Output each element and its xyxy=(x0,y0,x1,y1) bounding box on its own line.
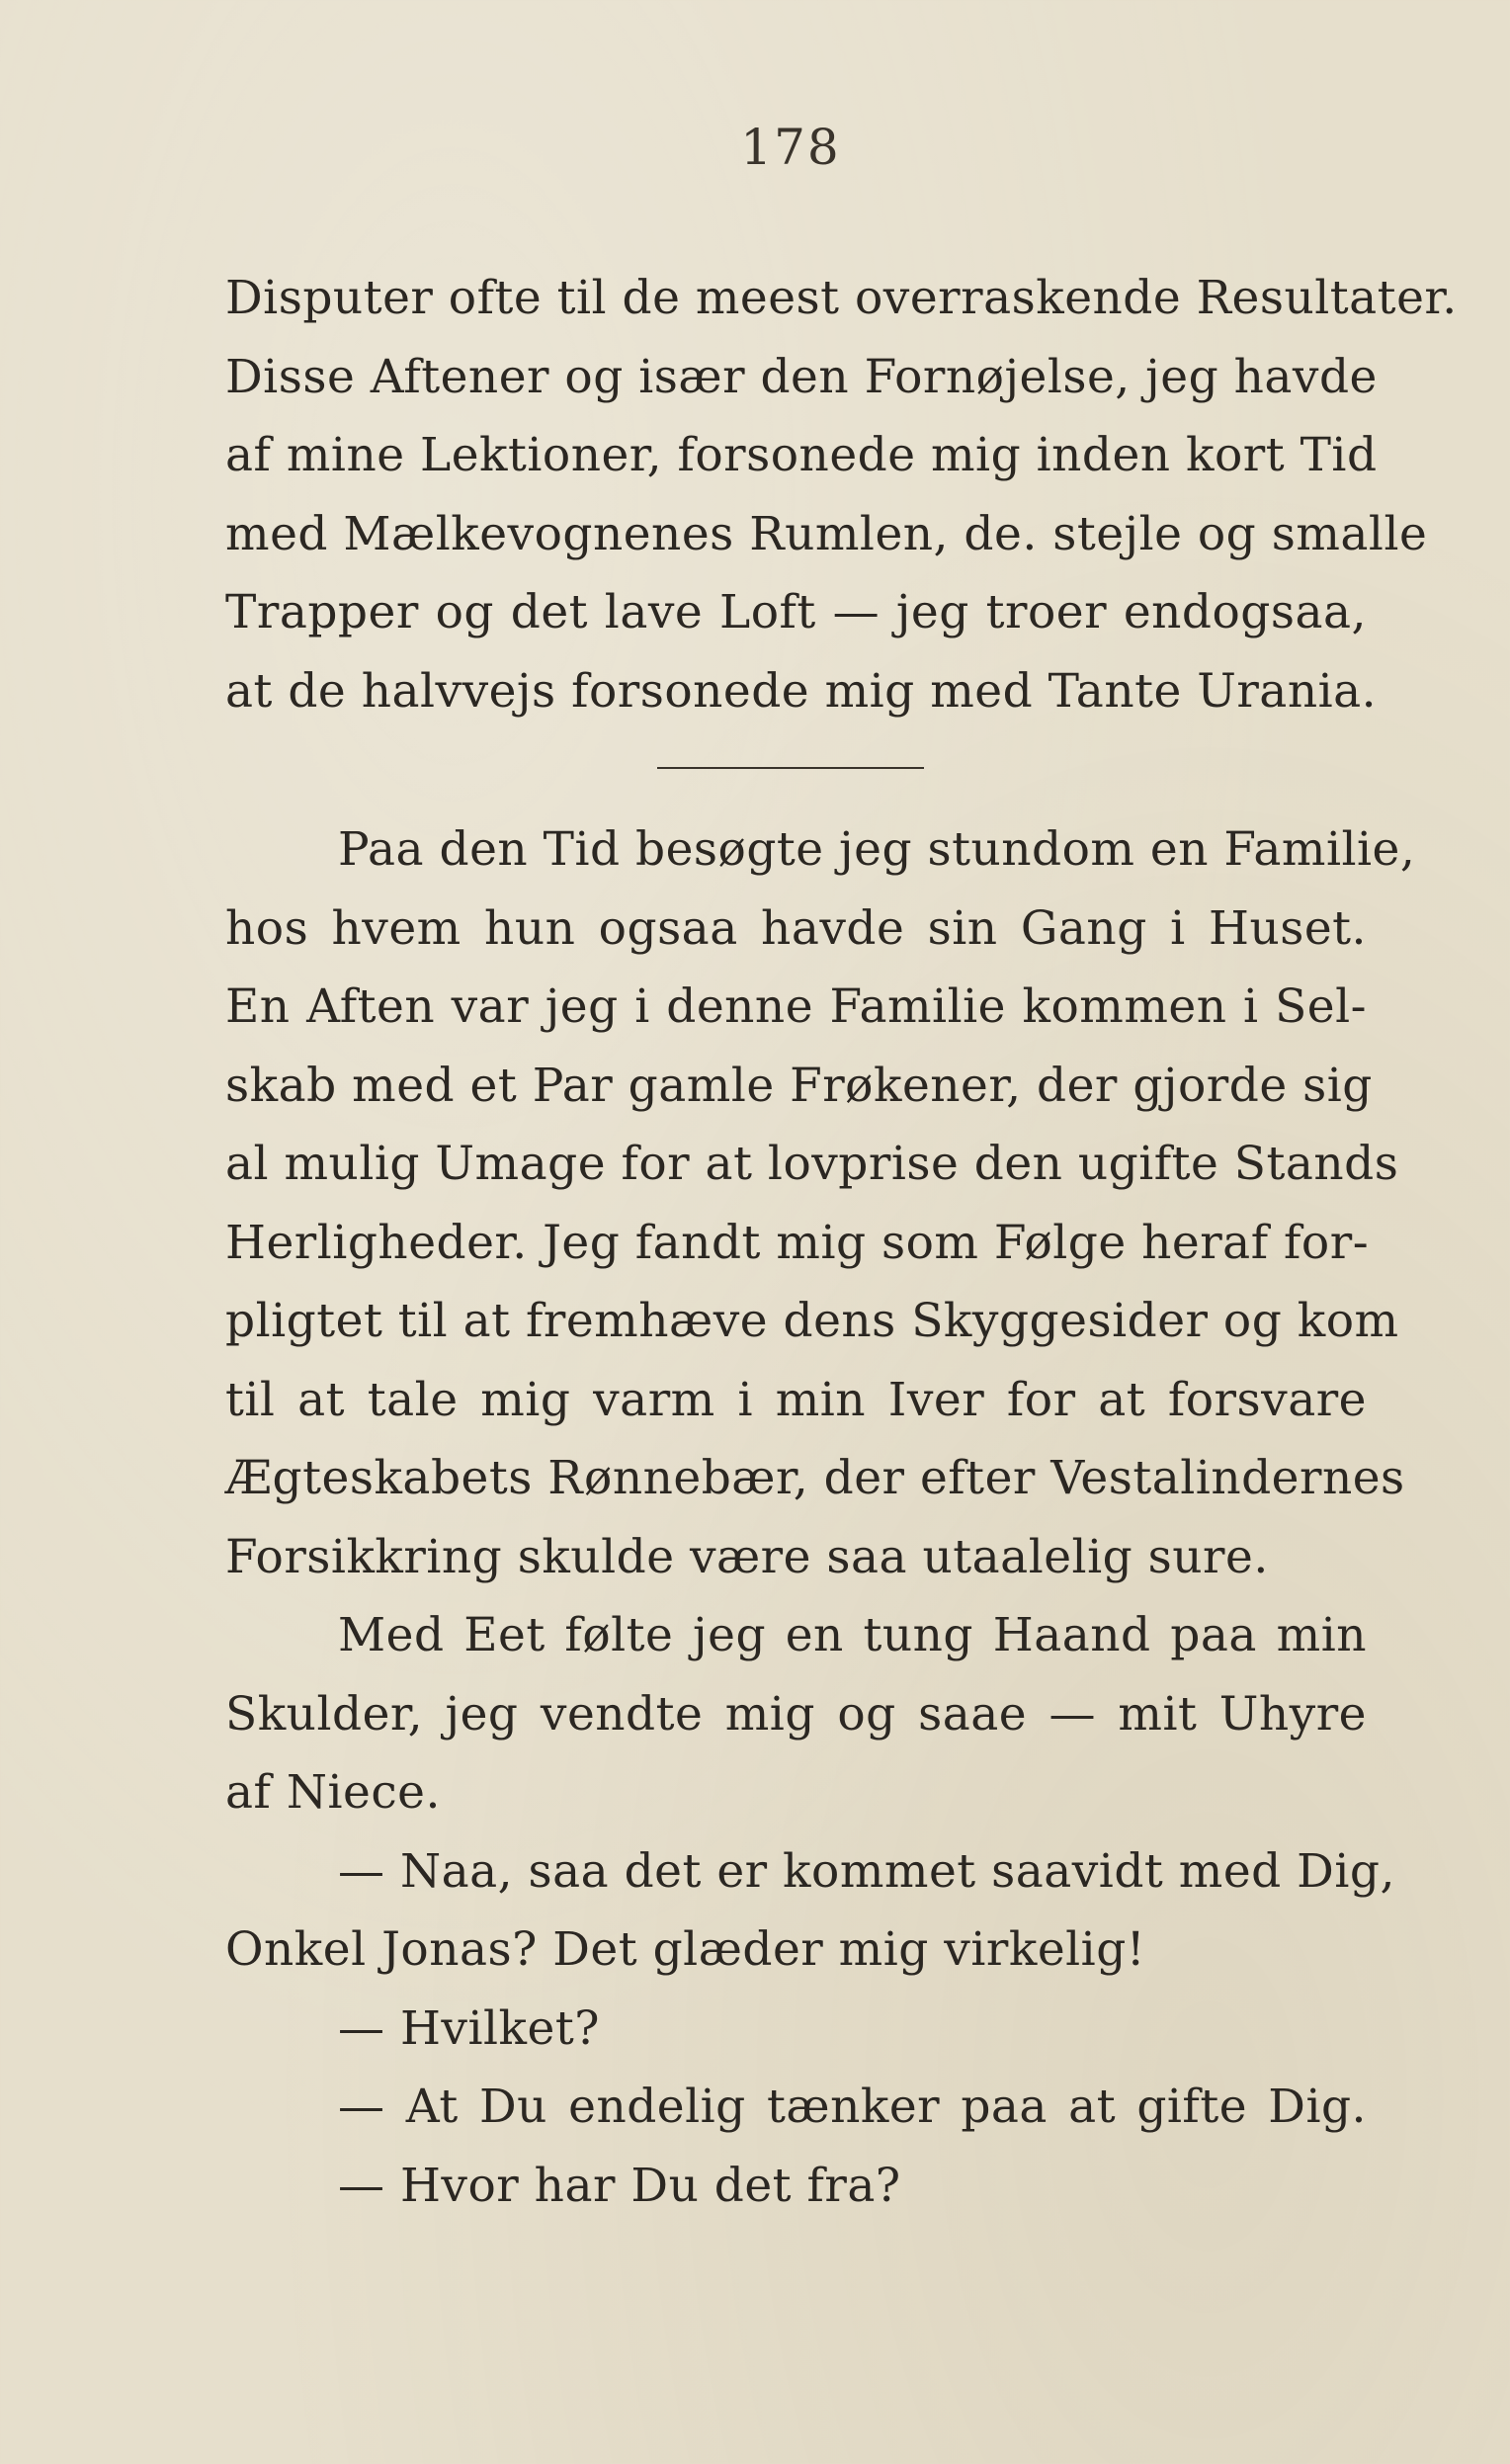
text-line: En Aften var jeg i denne Familie kommen i Sel- xyxy=(225,979,1367,1034)
text-line: — At Du endelig tænker paa at gifte Dig. xyxy=(338,2080,1367,2134)
text-line: hos hvem hun ogsaa havde sin Gang i Huset. xyxy=(225,900,1367,956)
text-line: Disputer ofte til de meest overraskende Resultater. xyxy=(225,271,1458,325)
text-line: Skulder, jeg vendte mig og saae — mit Uhyre xyxy=(225,1686,1367,1742)
text-line: Paa den Tid besøgte jeg stundom en Familie, xyxy=(338,822,1416,877)
text-line: Disse Aftener og især den Fornøjelse, jeg havde xyxy=(225,349,1378,404)
text-line: Herligheder. Jeg fandt mig som Følge heraf for- xyxy=(225,1215,1370,1270)
text-line: Med Eet følte jeg en tung Haand paa min xyxy=(338,1608,1367,1662)
text-line: skab med et Par gamle Frøkener, der gjorde sig xyxy=(225,1058,1373,1113)
text-line: al mulig Umage for at lovprise den ugifte Stands xyxy=(225,1137,1399,1191)
text-line: — Hvor har Du det fra? xyxy=(338,2158,901,2213)
text-line: af mine Lektioner, forsonede mig inden kort Tid xyxy=(225,428,1378,482)
paragraph-block-2 xyxy=(225,810,1416,2225)
text-line: af Niece. xyxy=(225,1765,441,1820)
page-number: 178 xyxy=(740,119,841,176)
text-line: til at tale mig varm i min Iver for at forsvare xyxy=(225,1372,1367,1427)
section-divider xyxy=(657,767,924,769)
text-line: med Mælkevognenes Rumlen, de. stejle og smalle xyxy=(225,506,1428,561)
text-line: pligtet til at fremhæve dens Skyggesider og kom xyxy=(225,1294,1399,1348)
text-line: — Hvilket? xyxy=(338,2000,600,2056)
text-line: — Naa, saa det er kommet saavidt med Dig, xyxy=(338,1843,1395,1899)
text-line: at de halvvejs forsonede mig med Tante Urania. xyxy=(225,663,1378,719)
text-line: Forsikkring skulde være saa utaalelig sure. xyxy=(225,1529,1269,1584)
text-line: Onkel Jonas? Det glæder mig virkelig! xyxy=(225,1922,1146,1977)
text-line: Trapper og det lave Loft — jeg troer endogsaa, xyxy=(225,585,1367,639)
paragraph-block-1 xyxy=(225,259,1458,730)
text-line: Ægteskabets Rønnebær, der efter Vestalindernes xyxy=(225,1451,1405,1505)
